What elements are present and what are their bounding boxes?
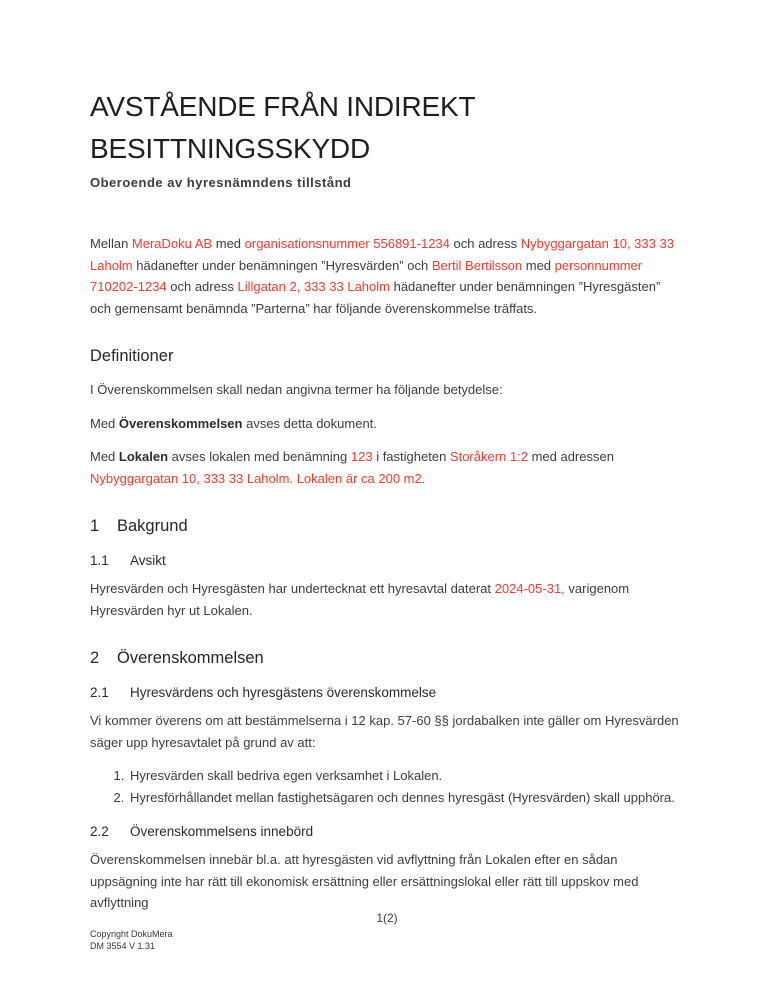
document-subtitle: Oberoende av hyresnämndens tillstånd <box>90 175 352 190</box>
conditions-list <box>90 765 684 809</box>
text-run-red: personnummer 710202-1234 <box>90 257 643 294</box>
text-run-red: 123 <box>350 449 373 464</box>
text-run: Med <box>90 415 119 431</box>
section-2-1-body: Vi kommer överens om att bestämmelserna i 12 kap. 57-60 §§ jordabalken inte gäller om Hyresvärden säger upp hyresavtalet på grund av att: <box>90 713 679 750</box>
doc-code-line: DM 3554 V 1.31 <box>90 940 156 951</box>
text-run: Mellan <box>90 236 132 251</box>
definitions-heading-label: Definitioner <box>90 347 174 365</box>
text-run-red: Nybyggargatan 10, 333 33 Laholm <box>90 236 674 273</box>
text-run: hädanefter under benämningen ”Hyresvärden” och <box>132 257 432 273</box>
section-2-1-heading <box>90 683 684 703</box>
text-run-red: Lillgatan 2, 333 33 Laholm <box>237 279 390 294</box>
text-run-red: MeraDoku AB <box>131 236 213 251</box>
definitions-heading <box>90 344 684 368</box>
text-run: varigenom Hyresvärden hyr ut Lokalen. <box>90 581 630 618</box>
text-run: och adress <box>166 279 238 294</box>
text-run: Med <box>90 449 119 464</box>
section-2-2-heading <box>90 822 684 842</box>
text-run-bold: Lokalen <box>118 449 169 464</box>
section-1-1-body <box>90 578 684 621</box>
list-item: 2. Hyresförhållandet mellan fastighetsägaren och dennes hyresgäst (Hyresvärden) skall upphöra. <box>128 787 684 809</box>
text-run-red: organisationsnummer 556891-1234 <box>244 236 450 251</box>
footer-meta <box>90 929 173 952</box>
text-run: Hyresvärden och Hyresgästen har undertecknat ett hyresavtal daterat <box>90 581 495 596</box>
text-run: med <box>522 257 555 273</box>
section-2-2-body: Överenskommelsen innebär bl.a. att hyresgästen vid avflyttning från Lokalen efter en sådan uppsägning inte har rätt till ekonomisk ersättning eller ersättningslokal eller rätt till uppskov med avflyttning <box>90 852 639 910</box>
list-item: 1. Hyresvärden skall bedriva egen verksamhet i Lokalen. <box>128 765 684 787</box>
definition-premises <box>90 446 684 489</box>
section-2-2-number: 2.2 <box>90 824 109 839</box>
text-run: och adress <box>449 236 521 251</box>
text-run: i fastigheten <box>372 449 450 464</box>
section-1-heading <box>90 514 684 538</box>
section-1-1-heading <box>90 551 684 571</box>
definitions-intro: I Överenskommelsen skall nedan angivna termer ha följande betydelse: <box>90 382 503 397</box>
definition-agreement <box>90 413 684 435</box>
text-run: avses lokalen med benämning <box>168 449 351 464</box>
document-title: AVSTÅENDE FRÅN INDIREKT BESITTNINGSSKYDD <box>90 91 475 164</box>
page-number: 1(2) <box>376 911 398 925</box>
section-1-number: 1 <box>90 517 100 535</box>
section-2-heading <box>90 646 684 670</box>
text-run-red: Bertil Bertilsson <box>431 257 523 273</box>
section-2-1-title: Hyresvärdens och hyresgästens överenskommelse <box>130 685 437 700</box>
text-run: med <box>212 236 245 251</box>
text-run-bold: Överenskommelsen <box>118 415 243 431</box>
text-run: med adressen <box>527 449 614 464</box>
section-1-1-number: 1.1 <box>90 553 109 568</box>
text-run-red: Nybyggargatan 10, 333 33 Laholm. Lokalen är ca 200 m2. <box>90 470 426 486</box>
intro-paragraph <box>90 233 684 319</box>
section-2-2-title: Överenskommelsens innebörd <box>130 824 314 839</box>
text-run: hädanefter under benämningen ”Hyresgästen” och gemensamt benämnda ”Parterna” har följande överenskommelse träffats. <box>90 279 661 316</box>
section-2-title: Överenskommelsen <box>117 649 264 667</box>
copyright-line: Copyright DokuMera <box>90 929 173 939</box>
section-1-title: Bakgrund <box>117 517 188 535</box>
section-1-1-title: Avsikt <box>130 553 166 568</box>
section-2-number: 2 <box>90 649 100 667</box>
text-run-red: Storåkern 1:2 <box>449 449 528 464</box>
section-2-1-number: 2.1 <box>90 685 109 700</box>
text-run: avses detta dokument. <box>242 415 377 431</box>
text-run-red: 2024-05-31, <box>494 581 565 596</box>
